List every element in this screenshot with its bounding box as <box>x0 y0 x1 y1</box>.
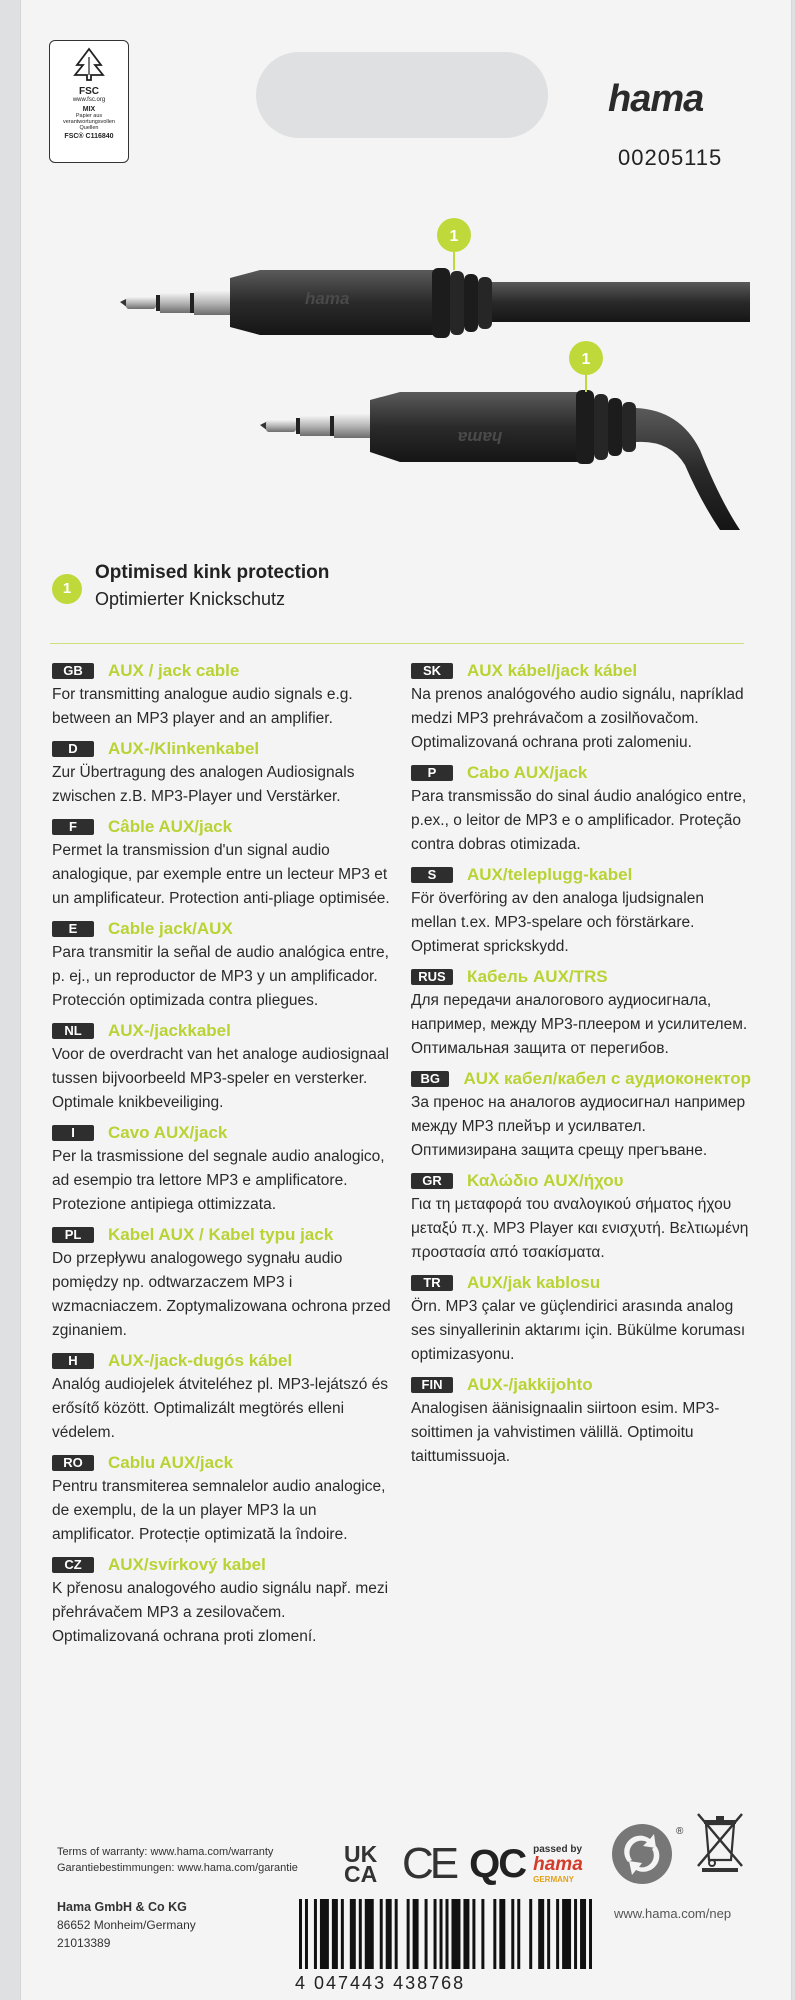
language-code-badge: I <box>52 1125 94 1141</box>
product-title: Cabo AUX/jack <box>467 763 588 782</box>
upper-jack-plug <box>120 268 750 338</box>
svg-text:hama: hama <box>305 289 350 308</box>
barcode-bar <box>481 1899 484 1969</box>
barcode-bar <box>463 1899 469 1969</box>
fsc-code: FSC® C116840 <box>64 133 114 140</box>
product-title: Kabel AUX / Kabel typu jack <box>108 1225 334 1244</box>
product-description: Analóg audiojelek átviteléhez pl. MP3-lejátszó és erősítő között. Optimalizált megtörés elleni védelem. <box>52 1376 389 1441</box>
article-number: 00205115 <box>618 145 723 170</box>
company-address <box>57 1898 196 1952</box>
barcode-bar <box>305 1899 308 1969</box>
language-code-badge: RUS <box>411 969 453 985</box>
language-code-badge: P <box>411 765 453 781</box>
barcode-bar <box>440 1899 443 1969</box>
language-block-fin <box>411 1374 751 1469</box>
barcode-bars <box>299 1899 595 1969</box>
lower-jack-plug <box>260 390 740 530</box>
language-block-d <box>52 738 392 809</box>
languages-right-column <box>411 660 751 1476</box>
barcode-bar <box>332 1899 338 1969</box>
language-header <box>52 918 392 940</box>
barcode-bar <box>451 1899 460 1969</box>
barcode-bar <box>529 1899 532 1969</box>
language-code-badge: BG <box>411 1071 449 1087</box>
cable-illustration <box>120 200 750 530</box>
barcode-bar <box>425 1899 428 1969</box>
barcode-bar <box>365 1899 374 1969</box>
language-header <box>411 864 751 886</box>
qc-mark: QC <box>469 1841 526 1886</box>
fsc-tree-icon <box>69 47 109 81</box>
product-title: AUX кабел/кабел с аудиоконектор <box>463 1069 751 1088</box>
brand-logo: hama <box>608 78 704 120</box>
language-header <box>52 1350 392 1372</box>
language-block-h <box>52 1350 392 1445</box>
warranty-terms-en: Terms of warranty: www.hama.com/warranty <box>57 1846 274 1858</box>
language-code-badge: SK <box>411 663 453 679</box>
feature-number-badge: 1 <box>52 574 82 604</box>
product-description: Do przepływu analogowego sygnału audio pomiędzy np. odtwarzaczem MP3 i wzmacniaczem. Zoptymalizowana ochrona przed zginaniem. <box>52 1250 391 1339</box>
barcode-bar <box>574 1899 577 1969</box>
language-block-pl <box>52 1224 392 1343</box>
product-description: Na prenos analógového audio signálu, napríklad medzi MP3 prehrávačom a zosilňovačom. Optimalizovaná ochrana proti zalomeniu. <box>411 686 744 751</box>
language-code-badge: S <box>411 867 453 883</box>
barcode-bar <box>589 1899 592 1969</box>
product-title: Cavo AUX/jack <box>108 1123 228 1142</box>
ukca-mark: UK CA <box>344 1841 378 1887</box>
barcode-bar <box>413 1899 419 1969</box>
feature-title: Optimised kink protection <box>95 562 330 583</box>
product-title: Cable jack/AUX <box>108 919 233 938</box>
language-block-cz <box>52 1554 392 1649</box>
product-title: AUX-/jakkijohto <box>467 1375 593 1394</box>
product-title: AUX/jak kablosu <box>467 1273 601 1292</box>
company-city: 86652 Monheim/Germany <box>57 1918 196 1932</box>
language-code-badge: GB <box>52 663 94 679</box>
barcode-bar <box>493 1899 496 1969</box>
language-code-badge: PL <box>52 1227 94 1243</box>
product-title: Cablu AUX/jack <box>108 1453 234 1472</box>
product-title: Câble AUX/jack <box>108 817 233 836</box>
warranty-terms-de: Garantiebestimmungen: www.hama.com/garantie <box>57 1862 298 1874</box>
fsc-mix: MIX <box>82 106 96 113</box>
barcode-bar <box>499 1899 505 1969</box>
language-header <box>52 1020 392 1042</box>
product-description: Para transmissão do sinal áudio analógico entre, p.ex., o leitor de MP3 e o amplificador. Proteção contra dobras otimizada. <box>411 788 747 853</box>
language-block-nl <box>52 1020 392 1115</box>
product-description: Per la trasmissione del segnale audio analogico, ad esempio tra lettore MP3 e amplificatore. Protezione antipiega ottimizzata. <box>52 1148 385 1213</box>
language-code-badge: F <box>52 819 94 835</box>
product-description: For transmitting analogue audio signals e.g. between an MP3 player and an amplifier. <box>52 686 353 727</box>
language-code-badge: H <box>52 1353 94 1369</box>
product-description: För överföring av den analoga ljudsignalen mellan t.ex. MP3-spelare och förstärkare. Optimerat sprickskydd. <box>411 890 704 955</box>
passed-by-hama-mark: passed by hama GERMANY <box>533 1843 583 1884</box>
language-code-badge: RO <box>52 1455 94 1471</box>
language-block-gr <box>411 1170 751 1265</box>
language-code-badge: GR <box>411 1173 453 1189</box>
barcode-bar <box>341 1899 344 1969</box>
languages-left-column <box>52 660 392 1656</box>
fsc-site: www.fsc.org <box>72 97 106 103</box>
product-description: Para transmitir la señal de audio analógica entre, p. ej., un reproductor de MP3 y un amplificador. Protección optimizada contra pliegues. <box>52 944 389 1009</box>
barcode-number: 4 047443 438768 <box>295 1973 466 1993</box>
document-number: 21013389 <box>57 1936 111 1950</box>
language-block-i <box>52 1122 392 1217</box>
barcode-bar <box>386 1899 392 1969</box>
language-block-p <box>411 762 751 857</box>
language-header <box>411 660 751 682</box>
product-title: Καλώδιο AUX/ήχου <box>467 1171 624 1190</box>
language-header <box>52 1452 392 1474</box>
language-header <box>52 738 392 760</box>
language-block-s <box>411 864 751 959</box>
barcode-bar <box>547 1899 550 1969</box>
language-code-badge: NL <box>52 1023 94 1039</box>
barcode-bar <box>434 1899 437 1969</box>
language-header <box>52 1224 392 1246</box>
language-block-tr <box>411 1272 751 1367</box>
language-header <box>411 1272 751 1294</box>
product-title: AUX-/Klinkenkabel <box>108 739 260 758</box>
language-block-f <box>52 816 392 911</box>
callout-number-upper: 1 <box>449 228 459 245</box>
barcode-bar <box>517 1899 520 1969</box>
recycle-icon <box>610 1822 674 1886</box>
feature-subtitle: Optimierter Knickschutz <box>95 589 286 609</box>
product-title: AUX / jack cable <box>108 661 240 680</box>
barcode-bar <box>556 1899 559 1969</box>
fsc-desc: Papier aus verantwortungsvollen Quellen <box>63 113 115 131</box>
barcode-bar <box>407 1899 410 1969</box>
language-header <box>52 1554 392 1576</box>
registered-mark: ® <box>676 1826 684 1837</box>
language-block-rus <box>411 966 751 1061</box>
barcode-bar <box>446 1899 449 1969</box>
section-divider <box>50 643 744 644</box>
barcode-bar <box>511 1899 514 1969</box>
product-description: Για τη μεταφορά του αναλογικού σήματος ήχου μεταξύ π.χ. MP3 Player και ενισχυτή. Βελτιωμένη προστασία από τσακίσματα. <box>411 1196 749 1261</box>
language-header <box>411 1170 751 1192</box>
language-header <box>411 966 751 988</box>
language-block-gb <box>52 660 392 731</box>
barcode-bar <box>299 1899 302 1969</box>
product-title: AUX-/jackkabel <box>108 1021 231 1040</box>
barcode-bar <box>380 1899 383 1969</box>
certification-marks <box>344 1838 583 1890</box>
product-description: Analogisen äänisignaalin siirtoon esim. MP3-soittimen ja vahvistimen välillä. Optimoitu taittumissuoja. <box>411 1400 720 1465</box>
language-header <box>411 762 751 784</box>
product-description: Для передачи аналогового аудиосигнала, например, между MP3-плеером и усилителем. Оптимальная защита от перегибов. <box>411 992 748 1057</box>
language-header <box>411 1374 751 1396</box>
barcode-bar <box>314 1899 317 1969</box>
language-block-sk <box>411 660 751 755</box>
product-description: K přenosu analogového audio signálu např. mezi přehrávačem MP3 a zesilovačem. Optimalizovaná ochrana proti zlomení. <box>52 1580 389 1645</box>
svg-text:hama: hama <box>457 428 503 447</box>
product-title: AUX/svírkový kabel <box>108 1555 266 1574</box>
barcode-bar <box>350 1899 356 1969</box>
hang-hole <box>256 52 548 138</box>
product-description: Örn. MP3 çalar ve güçlendirici arasında analog ses sinyallerinin aktarımı için. Bükülme koruması optimizasyonu. <box>411 1298 746 1363</box>
product-title: Кабель AUX/TRS <box>467 967 608 986</box>
product-description: Permet la transmission d'un signal audio analogique, par exemple entre un lecteur MP3 et un amplificateur. Protection anti-pliage optimisée. <box>52 842 390 907</box>
language-code-badge: CZ <box>52 1557 94 1573</box>
barcode-bar <box>538 1899 544 1969</box>
language-block-ro <box>52 1452 392 1547</box>
language-code-badge: TR <box>411 1275 453 1291</box>
product-title: AUX/teleplugg-kabel <box>467 865 633 884</box>
product-description: Voor de overdracht van het analoge audiosignaal tussen bijvoorbeeld MP3-speler en versterker. Optimale knikbeveiliging. <box>52 1046 389 1111</box>
warranty-terms <box>57 1844 298 1876</box>
language-code-badge: E <box>52 921 94 937</box>
barcode <box>295 1897 595 1993</box>
weee-bin-icon <box>694 1810 746 1872</box>
language-header <box>52 816 392 838</box>
language-block-e <box>52 918 392 1013</box>
language-header <box>52 660 392 682</box>
barcode-bar <box>472 1899 475 1969</box>
barcode-bar <box>395 1899 398 1969</box>
barcode-bar <box>580 1899 586 1969</box>
language-header <box>52 1122 392 1144</box>
language-code-badge: D <box>52 741 94 757</box>
product-title: AUX-/jack-dugós kábel <box>108 1351 293 1370</box>
language-code-badge: FIN <box>411 1377 453 1393</box>
company-name: Hama GmbH & Co KG <box>57 1900 187 1914</box>
product-description: За пренос на аналогов аудиосигнал например между MP3 плейър и усилвател. Оптимизирана защита срещу прегъване. <box>411 1094 746 1159</box>
fsc-label <box>49 40 129 163</box>
language-header <box>411 1068 751 1090</box>
callout-number-lower: 1 <box>581 351 591 368</box>
product-title: AUX kábel/jack kábel <box>467 661 638 680</box>
product-description: Zur Übertragung des analogen Audiosignals zwischen z.B. MP3-Player und Verstärker. <box>52 764 355 805</box>
language-block-bg <box>411 1068 751 1163</box>
barcode-bar <box>359 1899 362 1969</box>
barcode-bar <box>562 1899 571 1969</box>
product-description: Pentru transmiterea semnalelor audio analogice, de exemplu, de la un player MP3 la un amplificator. Protecție optimizată la îndoire. <box>52 1478 386 1543</box>
fsc-name: FSC <box>79 86 99 97</box>
nep-url: www.hama.com/nep <box>614 1906 732 1921</box>
ce-mark: CE <box>402 1839 456 1888</box>
barcode-bar <box>320 1899 329 1969</box>
